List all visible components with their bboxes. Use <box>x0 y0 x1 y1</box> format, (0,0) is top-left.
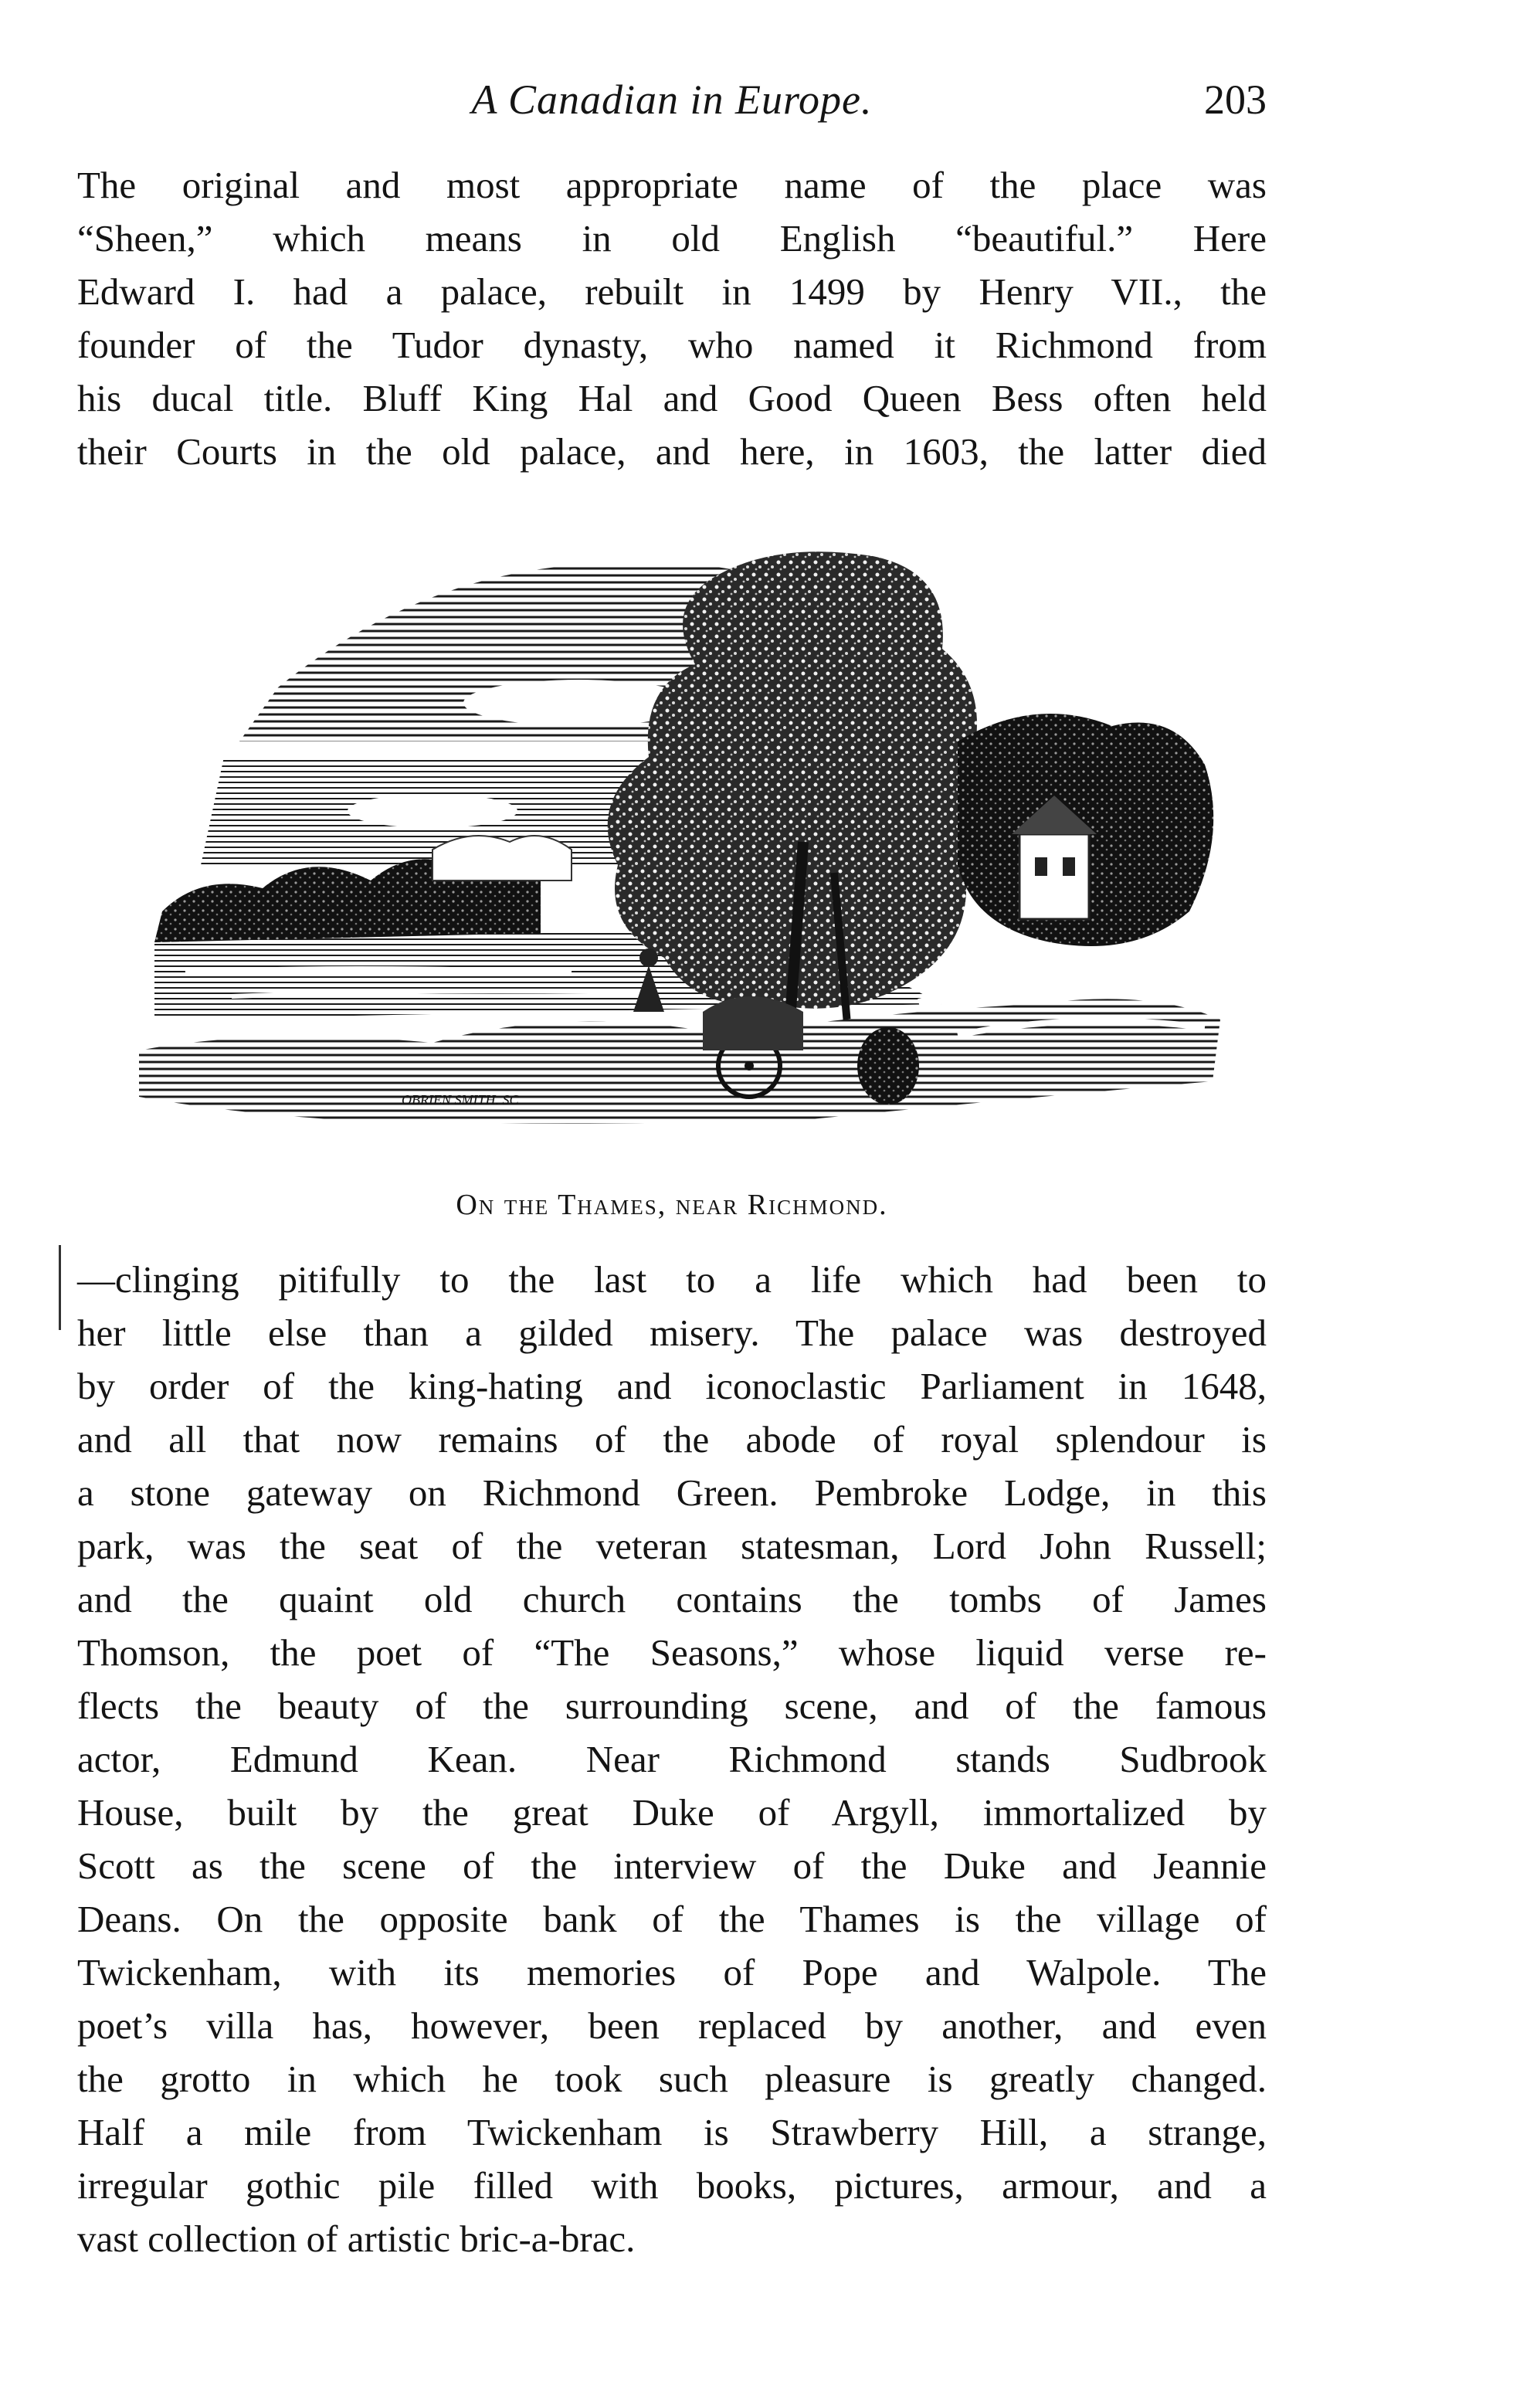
text-line: The original and most appropriate name of the place was <box>77 164 1267 206</box>
text-line: “Sheen,” which means in old English “beautiful.” Here <box>77 217 1267 260</box>
text-line: their Courts in the old palace, and here, in 1603, the latter died <box>77 430 1267 473</box>
engraving-illustration <box>108 510 1243 1159</box>
text-line: House, built by the great Duke of Argyll, immortalized by <box>77 1791 1267 1834</box>
engraver-signature: OBRIEN SMITH. SC <box>402 1092 519 1108</box>
text-line: poet’s villa has, however, been replaced by another, and even <box>77 2004 1267 2047</box>
text-line: founder of the Tudor dynasty, who named it Richmond from <box>77 324 1267 366</box>
text-line: his ducal title. Bluff King Hal and Good Queen Bess often held <box>77 377 1267 419</box>
paragraph-bottom <box>77 1253 1267 2265</box>
running-title: A Canadian in Europe. <box>471 76 873 123</box>
text-line: the grotto in which he took such pleasure is greatly changed. <box>77 2058 1267 2100</box>
right-trees <box>958 714 1213 946</box>
text-line: a stone gateway on Richmond Green. Pembroke Lodge, in this <box>77 1471 1267 1514</box>
text-line: Deans. On the opposite bank of the Thames is the village of <box>77 1898 1267 1940</box>
text-line: flects the beauty of the surrounding scene, and of the famous <box>77 1685 1267 1727</box>
text-line: Twickenham, with its memories of Pope and Walpole. The <box>77 1951 1267 1993</box>
text-line: and the quaint old church contains the tombs of James <box>77 1578 1267 1620</box>
text-line: vast collection of artistic bric-a-brac. <box>77 2217 636 2260</box>
page-number: 203 <box>1204 76 1267 123</box>
text-line: Edward I. had a palace, rebuilt in 1499 by Henry VII., the <box>77 270 1267 313</box>
text-line: Thomson, the poet of “The Seasons,” whose liquid verse re- <box>77 1631 1267 1674</box>
text-line: Half a mile from Twickenham is Strawberry Hill, a strange, <box>77 2111 1267 2153</box>
text-line: and all that now remains of the abode of royal splendour is <box>77 1418 1267 1461</box>
paragraph-top <box>77 158 1267 478</box>
text-line: irregular gothic pile filled with books, pictures, armour, and a <box>77 2164 1267 2207</box>
text-line: by order of the king-hating and iconoclastic Parliament in 1648, <box>77 1365 1267 1407</box>
text-line: —clinging pitifully to the last to a life which had been to <box>77 1258 1267 1301</box>
text-line: park, was the seat of the veteran statesman, Lord John Russell; <box>77 1525 1267 1567</box>
text-line: her little else than a gilded misery. The palace was destroyed <box>77 1311 1267 1354</box>
illustration-caption: On the Thames, near Richmond. <box>456 1189 888 1221</box>
margin-mark <box>59 1245 61 1330</box>
text-line: actor, Edmund Kean. Near Richmond stands Sudbrook <box>77 1738 1267 1780</box>
page-header <box>77 76 1267 130</box>
text-line: Scott as the scene of the interview of the Duke and Jeannie <box>77 1844 1267 1887</box>
